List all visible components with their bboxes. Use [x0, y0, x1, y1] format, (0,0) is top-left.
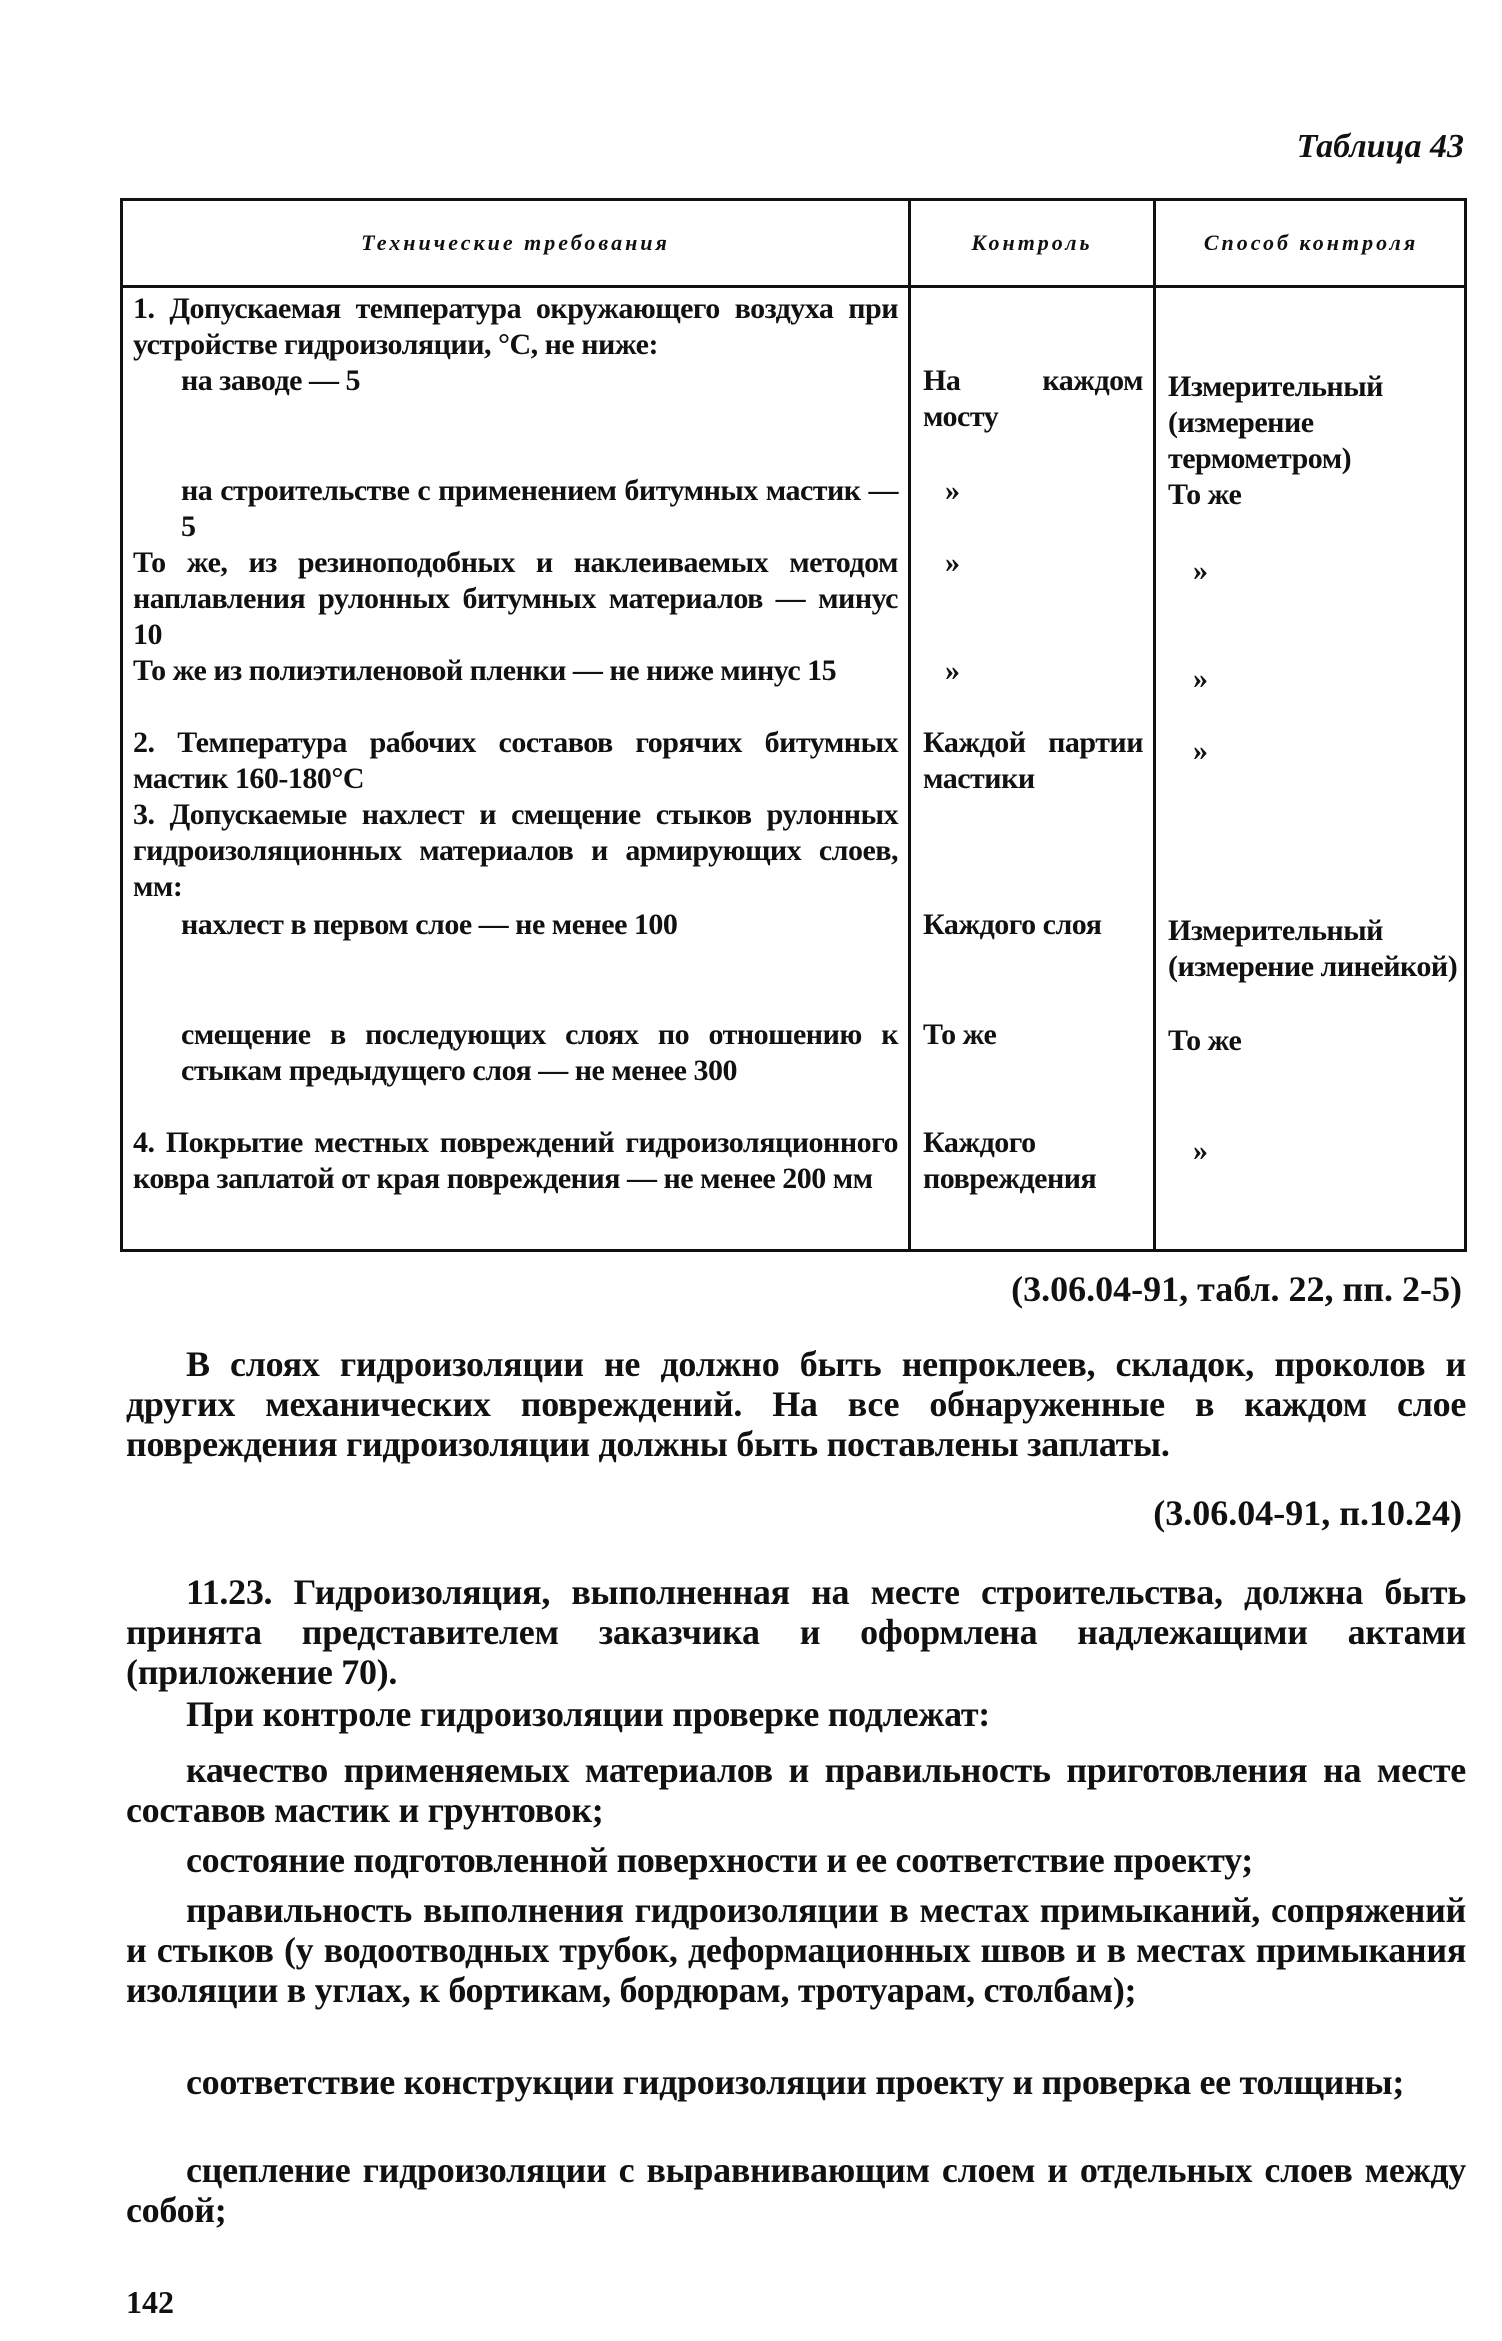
- page-number: 142: [126, 2284, 174, 2320]
- table-cell-method: Измерительный (измерение термометром): [1168, 370, 1383, 475]
- requirements-table: [120, 198, 1467, 1252]
- list-item: соответствие конструкции гидроизоляции проекту и проверка ее толщины;: [186, 2062, 1405, 2102]
- table-cell-control: »: [945, 474, 960, 507]
- list-item: правильность выполнения гидроизоляции в местах примыканий, сопряжений и стыков (у водоотводных трубок, деформационных швов и в местах примыкания изоляции в углах, к бортикам, бордюрам, тротуарам, столбам);: [126, 1890, 1466, 2010]
- table-cell-method: »: [1193, 554, 1208, 587]
- table-cell-requirement: 1. Допускаемая температура окружающего воздуха при устройстве гидроизоляции, °С, не ниже:: [133, 292, 898, 361]
- inspection-intro: При контроле гидроизоляции проверке подлежат:: [186, 1694, 990, 1734]
- table-cell-control: »: [945, 654, 960, 687]
- table-cell-method: То же: [1168, 1024, 1242, 1057]
- header-divider: [123, 285, 1464, 288]
- table-cell-control: Каждого повреждения: [923, 1126, 1097, 1195]
- list-item: состояние подготовленной поверхности и ее соответствие проекту;: [186, 1840, 1253, 1880]
- table-cell-method: »: [1193, 734, 1208, 767]
- table-cell-requirement: 4. Покрытие местных повреждений гидроизоляционного ковра заплатой от края повреждения — не менее 200 мм: [133, 1126, 898, 1195]
- column-divider: [908, 201, 911, 1249]
- header-control: Контроль: [971, 230, 1093, 255]
- list-item: качество применяемых материалов и правильность приготовления на месте составов мастик и грунтовок;: [126, 1750, 1466, 1830]
- header-requirements: Технические требования: [361, 230, 670, 255]
- table-cell-requirement: на строительстве с применением битумных мастик — 5: [181, 474, 898, 543]
- table-cell-requirement: То же из полиэтиленовой пленки — не ниже минус 15: [133, 654, 837, 687]
- header-method: Способ контроля: [1203, 230, 1419, 255]
- table-cell-requirement: на заводе — 5: [181, 364, 360, 397]
- table-reference: (3.06.04-91, табл. 22, пп. 2-5): [1011, 1269, 1462, 1309]
- table-cell-control: Каждого слоя: [923, 908, 1102, 941]
- paragraph-defects: В слоях гидроизоляции не должно быть непроклеев, складок, проколов и других механических повреждений. На все обнаруженные в каждом слое повреждения гидроизоляции должны быть поставлены заплаты.: [126, 1344, 1466, 1464]
- table-cell-method: »: [1193, 662, 1208, 695]
- table-cell-method: То же: [1168, 478, 1242, 511]
- table-cell-requirement: нахлест в первом слое — не менее 100: [181, 908, 678, 941]
- table-cell-control: То же: [923, 1018, 997, 1051]
- table-cell-method: Измерительный (измерение линейкой): [1168, 914, 1458, 983]
- table-cell-requirement: 2. Температура рабочих составов горячих битумных мастик 160-180°С: [133, 726, 898, 795]
- column-divider: [1153, 201, 1156, 1249]
- table-cell-requirement: 3. Допускаемые нахлест и смещение стыков рулонных гидроизоляционных материалов и армирующих слоев, мм:: [133, 798, 898, 903]
- table-cell-control: »: [945, 546, 960, 579]
- paragraph-reference: (3.06.04-91, п.10.24): [1153, 1493, 1462, 1533]
- section-11-23-text: 11.23. Гидроизоляция, выполненная на месте строительства, должна быть принята представителем заказчика и оформлена надлежащими актами (приложение 70).: [126, 1572, 1466, 1692]
- table-cell-control: На каждом мосту: [923, 364, 1143, 433]
- table-cell-control: Каждой партии мастики: [923, 726, 1143, 795]
- table-cell-requirement: То же, из резиноподобных и наклеиваемых методом наплавления рулонных битумных материалов — минус 10: [133, 546, 898, 651]
- table-cell-requirement: смещение в последующих слоях по отношению к стыкам предыдущего слоя — не менее 300: [181, 1018, 898, 1087]
- list-item: сцепление гидроизоляции с выравнивающим слоем и отдельных слоев между собой;: [126, 2150, 1466, 2230]
- table-cell-method: »: [1193, 1134, 1208, 1167]
- table-caption: Таблица 43: [1296, 128, 1464, 165]
